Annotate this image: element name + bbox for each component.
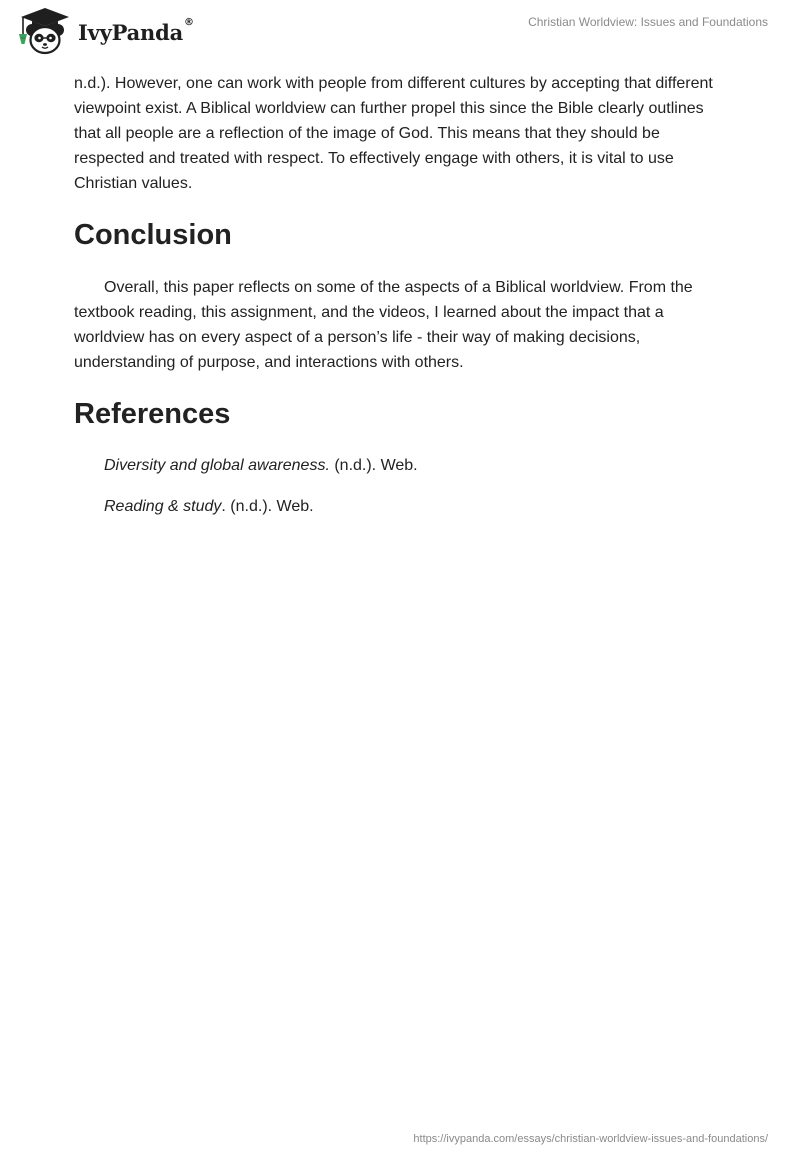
reference-title: Diversity and global awareness. — [104, 457, 330, 474]
page-header — [0, 0, 800, 62]
reference-details: (n.d.). Web. — [329, 457, 418, 474]
conclusion-heading: Conclusion — [74, 219, 232, 251]
references-heading: References — [74, 398, 231, 430]
logo-wordmark: IvyPanda — [78, 19, 184, 45]
reference-title: Reading & study — [104, 498, 222, 515]
source-url-link[interactable]: https://ivypanda.com/essays/christian-worldview-issues-and-foundations/ — [413, 1133, 768, 1145]
reference-item — [104, 495, 734, 519]
conclusion-paragraph: Overall, this paper reflects on some of the aspects of a Biblical worldview. From the textbook reading, this assignment, and the videos, I learned about the impact that a worldview has on every aspect of a person’s life - their way of making decisions, understanding of purpose, and interactions with others. — [74, 279, 693, 371]
essay-content — [74, 71, 734, 536]
document-title: Christian Worldview: Issues and Foundations — [528, 15, 768, 29]
panda-graduate-icon — [14, 7, 76, 55]
reference-details: . (n.d.). Web. — [221, 498, 314, 515]
registered-mark: ® — [184, 16, 195, 28]
reference-item — [104, 454, 734, 478]
intro-paragraph: n.d.). However, one can work with people from different cultures by accepting that different viewpoint exist. A Biblical worldview can further propel this since the Bible clearly outlines that all people are a reflection of the image of God. This means that they should be respected and treated with respect. To effectively engage with others, it is vital to use Christian values. — [74, 75, 713, 192]
ivypanda-logo[interactable] — [14, 7, 194, 55]
